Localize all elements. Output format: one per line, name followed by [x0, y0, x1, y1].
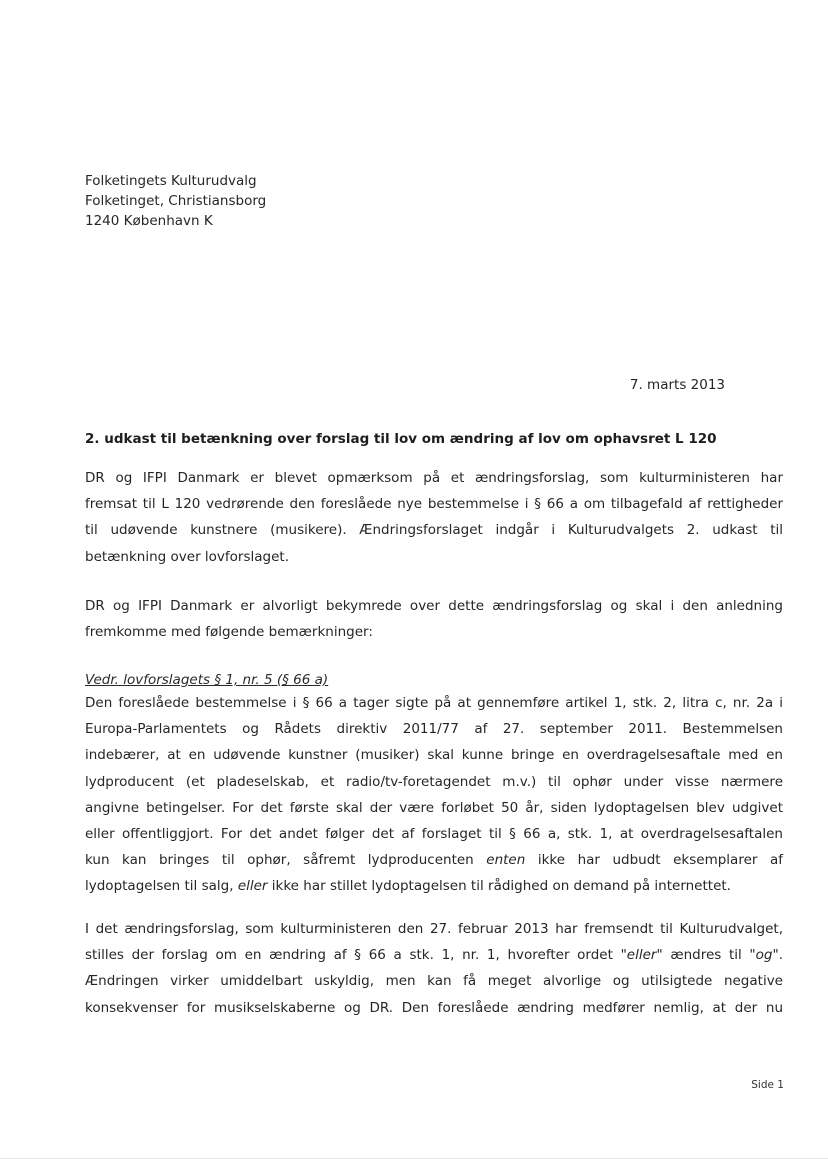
- text-line: konsekvenser for musikselskaberne og DR. Den foreslåede ændring medfører nemlig, at der nu: [85, 999, 783, 1016]
- recipient-address: Folketinget, Christiansborg: [85, 193, 267, 209]
- section-heading: Vedr. lovforslagets § 1, nr. 5 (§ 66 a): [85, 672, 329, 688]
- emphasis-og: og: [755, 947, 773, 964]
- text-line: Ændringen virker umiddelbart uskyldig, men kan få meget alvorlige og utilsigtede negative: [85, 973, 783, 990]
- text-segment: ikke har udbudt eksemplarer af: [525, 852, 783, 869]
- emphasis-eller: eller: [237, 878, 268, 895]
- text-segment: lydoptagelsen til salg,: [85, 878, 238, 895]
- text-segment: kun kan bringes til ophør, såfremt lydproducenten: [85, 852, 487, 869]
- text-segment: ikke har stillet lydoptagelsen til rådighed on demand på internettet.: [267, 878, 731, 895]
- paragraph-intro: [85, 465, 783, 570]
- page-edge-divider: [0, 1158, 828, 1159]
- text-line: fremsat til L 120 vedrørende den foreslåede nye bestemmelse i § 66 a om tilbagefald af rettigheder: [85, 496, 783, 513]
- text-line: [85, 847, 783, 873]
- emphasis-eller: eller: [626, 947, 657, 964]
- text-line: DR og IFPI Danmark er blevet opmærksom på et ændringsforslag, som kulturministeren har: [85, 470, 783, 486]
- emphasis-enten: enten: [486, 852, 526, 869]
- text-line: Den foreslåede bestemmelse i § 66 a tager sigte på at gennemføre artikel 1, stk. 2, litra c, nr. 2a i: [85, 695, 783, 711]
- text-segment: stilles der forslag om en ændring af § 66 a stk. 1, nr. 1, hvorefter ordet ": [85, 947, 627, 964]
- text-segment: ".: [772, 947, 783, 964]
- text-line: Europa-Parlamentets og Rådets direktiv 2011/77 af 27. september 2011. Bestemmelsen: [85, 721, 783, 738]
- recipient-city: 1240 København K: [85, 213, 213, 229]
- text-line: DR og IFPI Danmark er alvorligt bekymrede over dette ændringsforslag og skal i den anledning: [85, 598, 783, 614]
- text-line: eller offentliggjort. For det andet følger det af forslaget til § 66 a, stk. 1, at overdragelsesaftalen: [85, 825, 783, 842]
- recipient-name: Folketingets Kulturudvalg: [85, 173, 257, 189]
- paragraph-amendment: [85, 916, 783, 1021]
- text-line: angivne betingelser. For det første skal der være forløbet 50 år, siden lydoptagelsen blev udgivet: [85, 799, 783, 816]
- text-line: indebærer, at en udøvende kunstner (musiker) skal kunne bringe en overdragelsesaftale med en: [85, 747, 783, 764]
- text-line: fremkomme med følgende bemærkninger:: [85, 624, 373, 641]
- text-line: til udøvende kunstnere (musikere). Ændringsforslaget indgår i Kulturudvalgets 2. udkast til: [85, 522, 783, 539]
- text-line: lydproducent (et pladeselskab, et radio/tv-foretagendet m.v.) til ophør under visse nærmere: [85, 773, 783, 790]
- letter-date: 7. marts 2013: [629, 377, 725, 393]
- text-line: I det ændringsforslag, som kulturministeren den 27. februar 2013 har fremsendt til Kulturudvalget,: [85, 921, 783, 937]
- page-number: Side 1: [751, 1079, 784, 1091]
- text-line: betænkning over lovforslaget.: [85, 548, 289, 565]
- text-segment: " ændres til ": [656, 947, 756, 964]
- text-line: [85, 942, 783, 968]
- text-line: [85, 873, 783, 899]
- paragraph-concern: [85, 593, 783, 645]
- document-title: 2. udkast til betænkning over forslag til lov om ændring af lov om ophavsret L 120: [85, 431, 717, 447]
- paragraph-provision: [85, 690, 783, 900]
